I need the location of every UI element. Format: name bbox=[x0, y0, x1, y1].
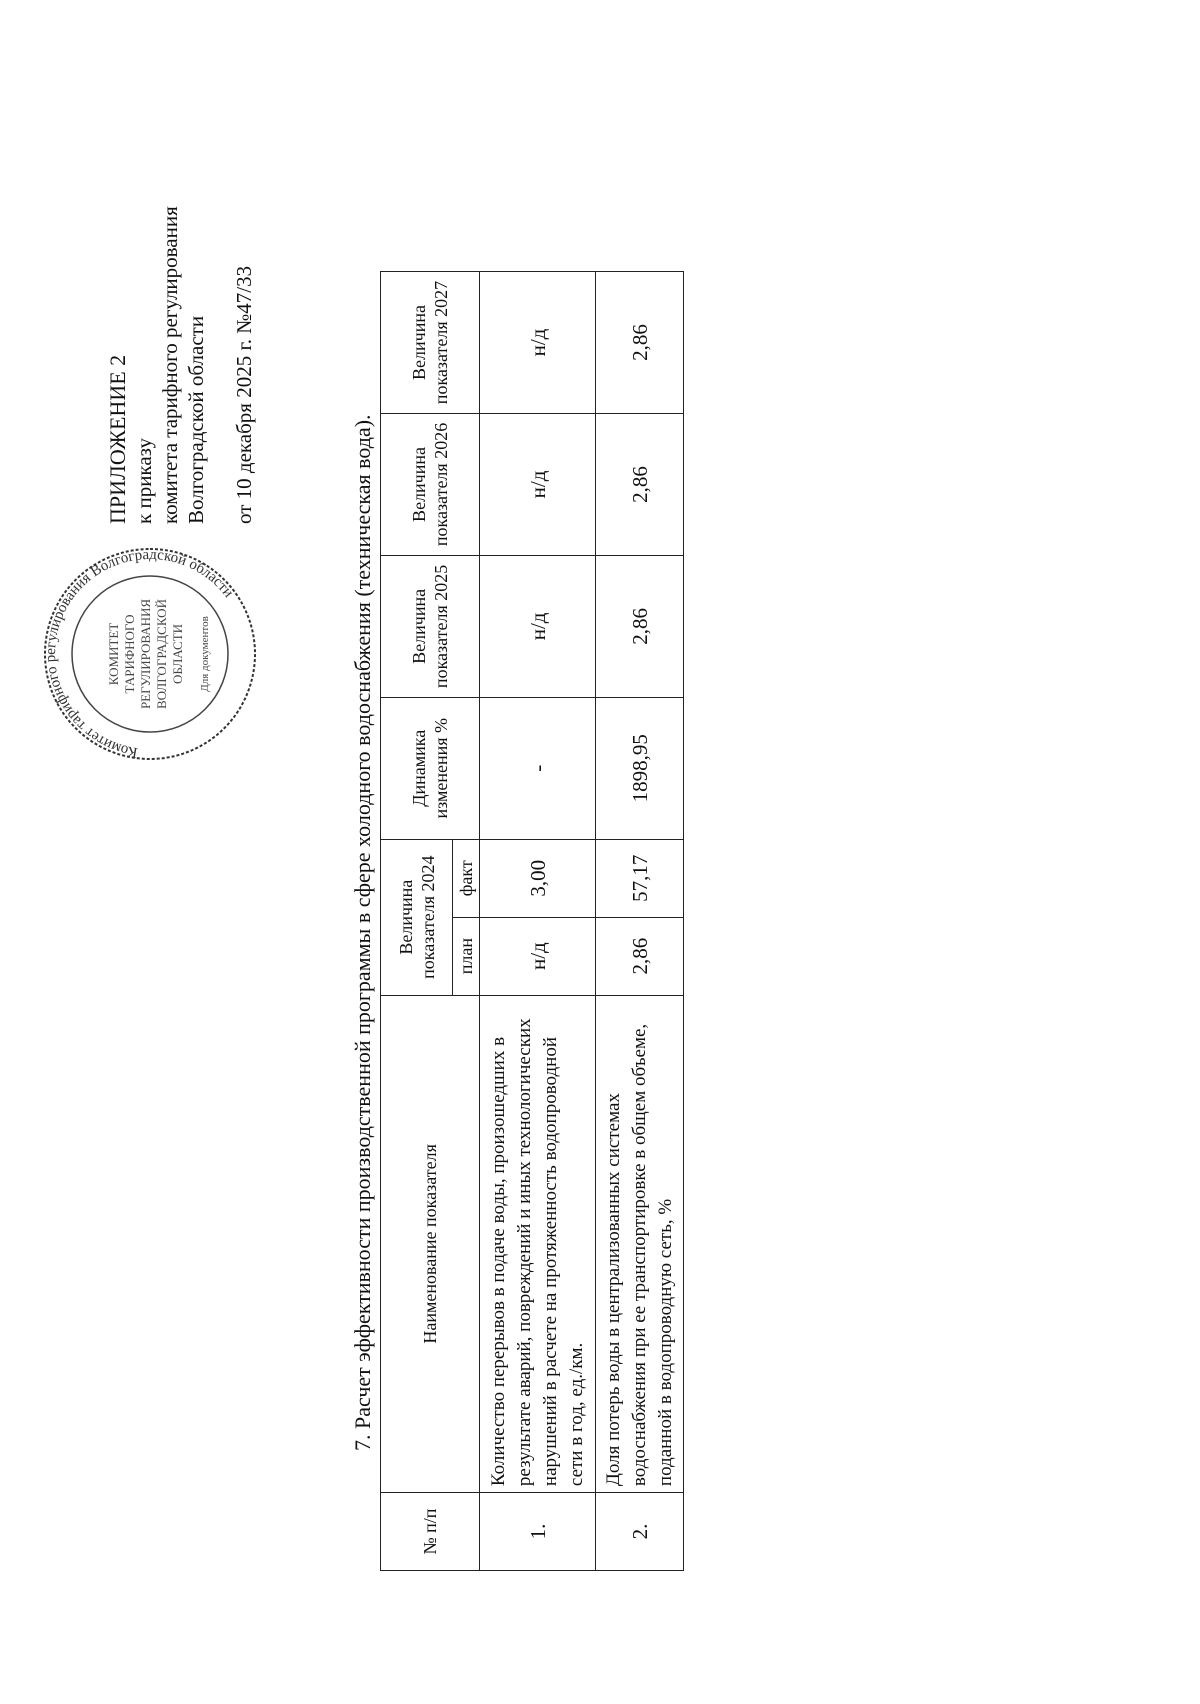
header-plan: план bbox=[453, 917, 480, 995]
header-num: № п/п bbox=[381, 1493, 480, 1571]
header-line-1: к приказу bbox=[132, 438, 156, 524]
appendix-title: ПРИЛОЖЕНИЕ 2 bbox=[105, 354, 130, 524]
row-v2025: н/д bbox=[480, 555, 596, 697]
row-dynamics: 1898,95 bbox=[596, 697, 684, 839]
row-v2027: 2,86 bbox=[596, 272, 684, 414]
row-fact: 3,00 bbox=[480, 839, 596, 917]
efficiency-table bbox=[380, 271, 684, 1571]
header-val2026: Величина показателя 2026 bbox=[381, 414, 480, 556]
row-v2025: 2,86 bbox=[596, 555, 684, 697]
svg-text:РЕГУЛИРОВАНИЯ: РЕГУЛИРОВАНИЯ bbox=[138, 598, 153, 710]
svg-text:ОБЛАСТИ: ОБЛАСТИ bbox=[170, 623, 185, 685]
header-val2027: Величина показателя 2027 bbox=[381, 272, 480, 414]
row-v2027: н/д bbox=[480, 272, 596, 414]
header-val2024: Величина показателя 2024 bbox=[381, 839, 453, 995]
row-num: 1. bbox=[480, 1493, 596, 1571]
header-dynamics: Динамика изменения % bbox=[381, 697, 480, 839]
svg-text:КОМИТЕТ: КОМИТЕТ bbox=[106, 622, 121, 686]
table-header-row bbox=[381, 272, 453, 1571]
header-block bbox=[105, 206, 257, 524]
row-fact: 57,17 bbox=[596, 839, 684, 917]
row-plan: 2,86 bbox=[596, 917, 684, 995]
row-v2026: н/д bbox=[480, 414, 596, 556]
header-line-3: Волгоградской области bbox=[184, 315, 208, 524]
svg-text:ТАРИФНОГО: ТАРИФНОГО bbox=[122, 614, 137, 694]
header-val2025: Величина показателя 2025 bbox=[381, 555, 480, 697]
row-dynamics: - bbox=[480, 697, 596, 839]
svg-text:Для документов: Для документов bbox=[199, 616, 211, 692]
table-row bbox=[480, 272, 596, 1571]
document-title: 7. Расчет эффективности производственной программы в сфере холодного водоснабжения (техническая вода). bbox=[350, 414, 375, 1451]
svg-text:Комитет тарифного регулировани: Комитет тарифного регулирования Волгоградской области bbox=[42, 546, 237, 761]
header-date: от 10 декабря 2025 г. №47/33 bbox=[232, 265, 256, 524]
header-line-2: комитета тарифного регулирования bbox=[158, 206, 182, 524]
row-num: 2. bbox=[596, 1493, 684, 1571]
row-v2026: 2,86 bbox=[596, 414, 684, 556]
header-fact: факт bbox=[453, 839, 480, 917]
row-plan: н/д bbox=[480, 917, 596, 995]
svg-text:ВОЛГОГРАДСКОЙ: ВОЛГОГРАДСКОЙ bbox=[154, 599, 169, 709]
row-name: Доля потерь воды в централизованных системах водоснабжения при ее транспортировке в общем объеме, поданной в водопроводную сеть, % bbox=[596, 995, 684, 1492]
official-stamp bbox=[40, 524, 260, 784]
table-row bbox=[596, 272, 684, 1571]
row-name: Количество перерывов в подаче воды, произошедших в результате аварий, повреждений и иных технологических нарушений в расчете на протяженность водопроводной сети в год, ед./км. bbox=[480, 995, 596, 1492]
header-name: Наименование показателя bbox=[381, 995, 480, 1492]
